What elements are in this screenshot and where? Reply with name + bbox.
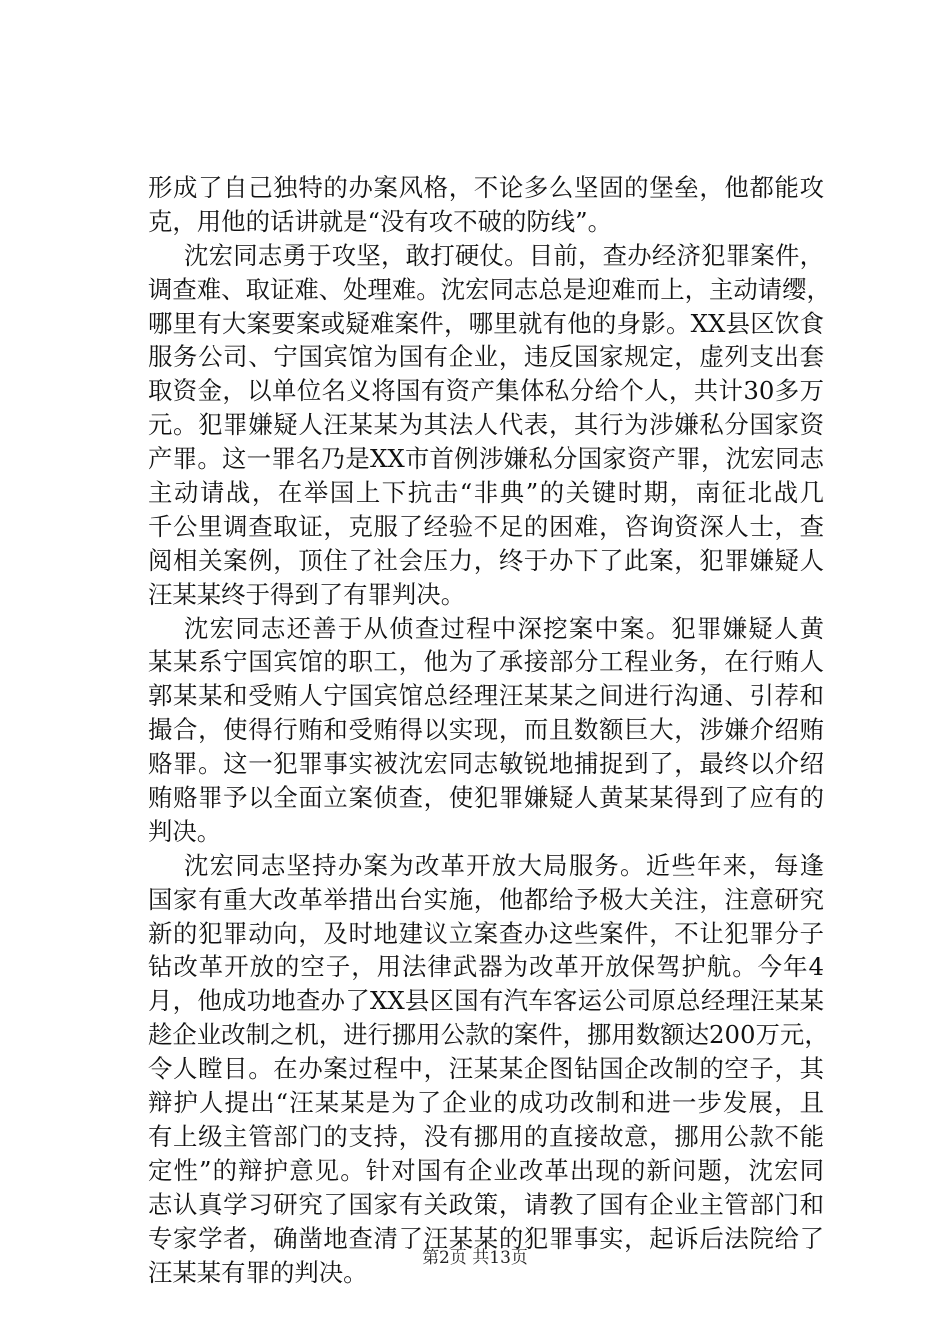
text-line: 某某系宁国宾馆的职工，他为了承接部分工程业务，在行贿人: [148, 647, 824, 677]
text-line: 调查难、取证难、处理难。沈宏同志总是迎难而上，主动请缨，: [148, 274, 831, 304]
text-line: 贿赂罪予以全面立案侦查，使犯罪嫌疑人黄某某得到了应有的: [148, 783, 824, 813]
page-footer: 第2页 共13页: [422, 1248, 528, 1268]
text-line: 判决。: [148, 816, 222, 846]
text-line: 汪某某有罪的判决。: [148, 1257, 368, 1287]
text-line: 取资金，以单位名义将国有资产集体私分给个人，共计30多万: [148, 376, 824, 406]
paragraph: [148, 849, 829, 1290]
text-line: 国家有重大改革举措出台实施，他都给予极大关注，注意研究: [148, 884, 824, 914]
text-line: 撮合，使得行贿和受贿得以实现，而且数额巨大，涉嫌介绍贿: [148, 715, 824, 745]
text-line: 趁企业改制之机，进行挪用公款的案件，挪用数额达200万元，: [148, 1020, 829, 1050]
text-line: 月，他成功地查办了XX县区国有汽车客运公司原总经理汪某某: [148, 986, 824, 1016]
text-line: 沈宏同志勇于攻坚，敢打硬仗。目前，查办经济犯罪案件，: [184, 240, 824, 270]
text-line: 定性”的辩护意见。针对国有企业改革出现的新问题，沈宏同: [148, 1155, 824, 1185]
text-line: 沈宏同志坚持办案为改革开放大局服务。近些年来，每逢: [184, 850, 824, 880]
text-line: 钻改革开放的空子，用法律武器为改革开放保驾护航。今年4: [148, 952, 824, 982]
text-line: 赂罪。这一犯罪事实被沈宏同志敏锐地捕捉到了，最终以介绍: [148, 749, 824, 779]
text-line: 千公里调查取证，克服了经验不足的困难，咨询资深人士，查: [148, 511, 824, 541]
text-line: 元。犯罪嫌疑人汪某某为其法人代表，其行为涉嫌私分国家资: [148, 410, 824, 440]
text-line: 有上级主管部门的支持，没有挪用的直接故意，挪用公款不能: [148, 1121, 824, 1151]
text-line: 汪某某终于得到了有罪判决。: [148, 579, 466, 609]
text-line: 郭某某和受贿人宁国宾馆总经理汪某某之间进行沟通、引荐和: [148, 681, 824, 711]
text-line: 形成了自己独特的办案风格，不论多么坚固的堡垒，他都能攻: [148, 173, 824, 202]
paragraph: [148, 171, 824, 239]
text-line: 新的犯罪动向，及时地建议立案查办这些案件，不让犯罪分子: [148, 918, 824, 948]
text-line: 专家学者，确凿地查清了汪某某的犯罪事实，起诉后法院给了: [148, 1223, 824, 1253]
body-text: [148, 171, 831, 1289]
text-line: 服务公司、宁国宾馆为国有企业，违反国家规定，虚列支出套: [148, 342, 824, 372]
text-line: 沈宏同志还善于从侦查过程中深挖案中案。犯罪嫌疑人黄: [184, 613, 824, 643]
text-line: 辩护人提出“汪某某是为了企业的成功改制和进一步发展，且: [148, 1088, 824, 1118]
paragraph: [148, 239, 831, 612]
text-line: 哪里有大案要案或疑难案件，哪里就有他的身影。XX县区饮食: [148, 308, 824, 338]
text-line: 产罪。这一罪名乃是XX市首例涉嫌私分国家资产罪，沈宏同志: [148, 444, 824, 474]
text-line: 克，用他的话讲就是“没有攻不破的防线”。: [148, 206, 612, 236]
text-line: 主动请战，在举国上下抗击“非典”的关键时期，南征北战几: [148, 478, 824, 508]
paragraph: [148, 612, 824, 849]
text-line: 阅相关案例，顶住了社会压力，终于办下了此案，犯罪嫌疑人: [148, 545, 824, 575]
text-line: 志认真学习研究了国家有关政策，请教了国有企业主管部门和: [148, 1189, 824, 1219]
text-line: 令人瞠目。在办案过程中，汪某某企图钻国企改制的空子，其: [148, 1054, 824, 1084]
